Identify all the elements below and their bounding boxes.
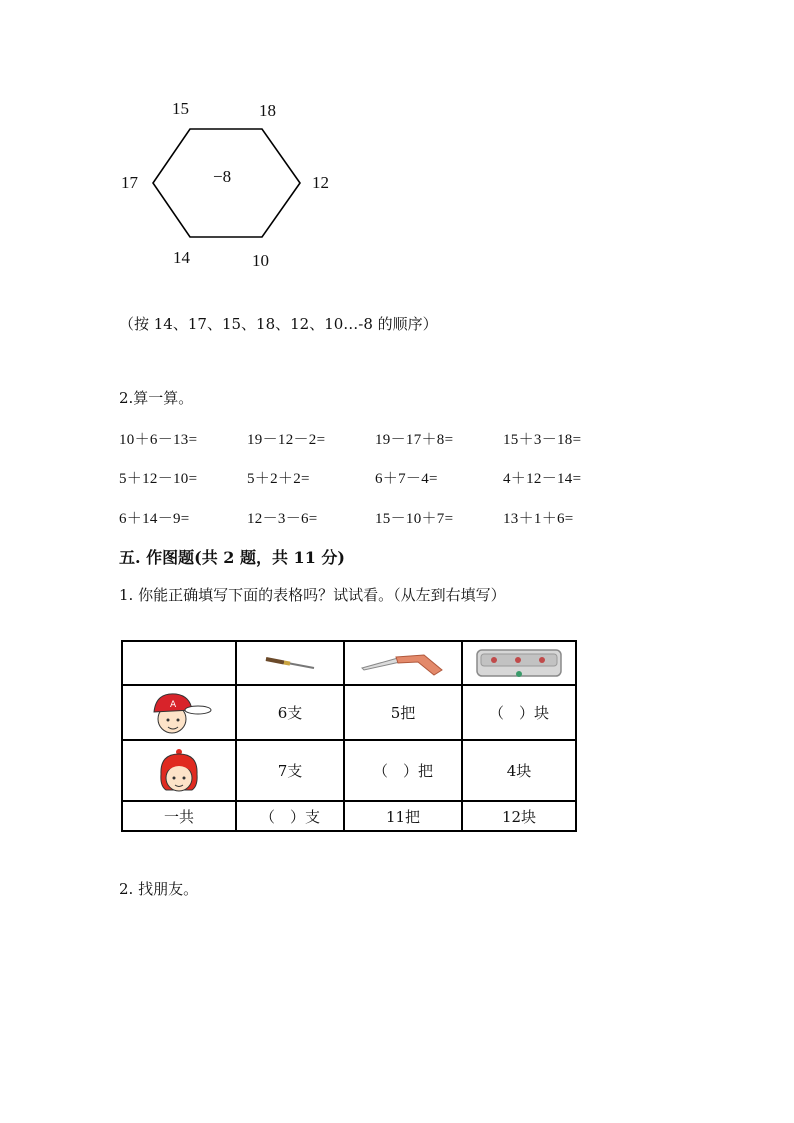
equation: 4＋12－14= — [503, 471, 582, 487]
hexagon-top-left-number: 15 — [172, 99, 189, 118]
section-2-title: 2.算一算。 — [119, 389, 194, 407]
boy-row-label-cell — [122, 685, 236, 740]
hexagon-top-right-number: 18 — [259, 101, 276, 120]
equation: 5＋12－10= — [119, 471, 198, 487]
header-blank-cell — [122, 641, 236, 685]
pencil-box-icon — [474, 646, 564, 680]
boy-with-cap-icon — [146, 690, 212, 736]
equation: 6＋14－9= — [119, 511, 190, 527]
hexagon-center-number: −8 — [213, 167, 232, 186]
equation: 19－17＋8= — [375, 432, 454, 448]
section-5-heading: 五. 作图题(共 2 题，共 11 分) — [119, 548, 345, 567]
hexagon-bottom-left-number: 14 — [173, 248, 190, 267]
table-blank-cell[interactable]: （ ）支 — [236, 801, 344, 831]
table-cell: 11把 — [344, 801, 462, 831]
knife-header-cell — [344, 641, 462, 685]
equation: 13＋1＋6= — [503, 511, 574, 527]
fill-in-table — [121, 640, 577, 832]
total-label-cell: 一共 — [122, 801, 236, 831]
table-cell: 5把 — [344, 685, 462, 740]
equation: 15－10＋7= — [375, 511, 454, 527]
table-cell: 6支 — [236, 685, 344, 740]
hexagon-left-number: 17 — [121, 173, 138, 192]
girl-red-hair-icon — [154, 746, 204, 796]
table-cell: 4块 — [462, 740, 576, 801]
table-cell: 12块 — [462, 801, 576, 831]
equation: 15＋3－18= — [503, 432, 582, 448]
pen-header-cell — [236, 641, 344, 685]
equation: 12－3－6= — [247, 511, 318, 527]
equation: 6＋7－4= — [375, 471, 438, 487]
equation: 10＋6－13= — [119, 432, 198, 448]
hexagon-right-number: 12 — [312, 173, 329, 192]
table-blank-cell[interactable]: （ ）把 — [344, 740, 462, 801]
table-blank-cell[interactable]: （ ）块 — [462, 685, 576, 740]
pencil-box-header-cell — [462, 641, 576, 685]
equation: 5＋2＋2= — [247, 471, 310, 487]
svg-text:A: A — [170, 699, 177, 710]
table-cell: 7支 — [236, 740, 344, 801]
equation: 19－12－2= — [247, 432, 326, 448]
girl-row-label-cell — [122, 740, 236, 801]
order-note: （按 14、17、15、18、12、10…-8 的顺序） — [119, 315, 438, 333]
question-2-text: 2. 找朋友。 — [119, 880, 199, 898]
folding-knife-icon — [358, 648, 448, 678]
hexagon-bottom-right-number: 10 — [252, 251, 269, 270]
question-1-text: 1. 你能正确填写下面的表格吗？试试看。（从左到右填写） — [119, 586, 506, 604]
pen-icon — [260, 653, 320, 673]
